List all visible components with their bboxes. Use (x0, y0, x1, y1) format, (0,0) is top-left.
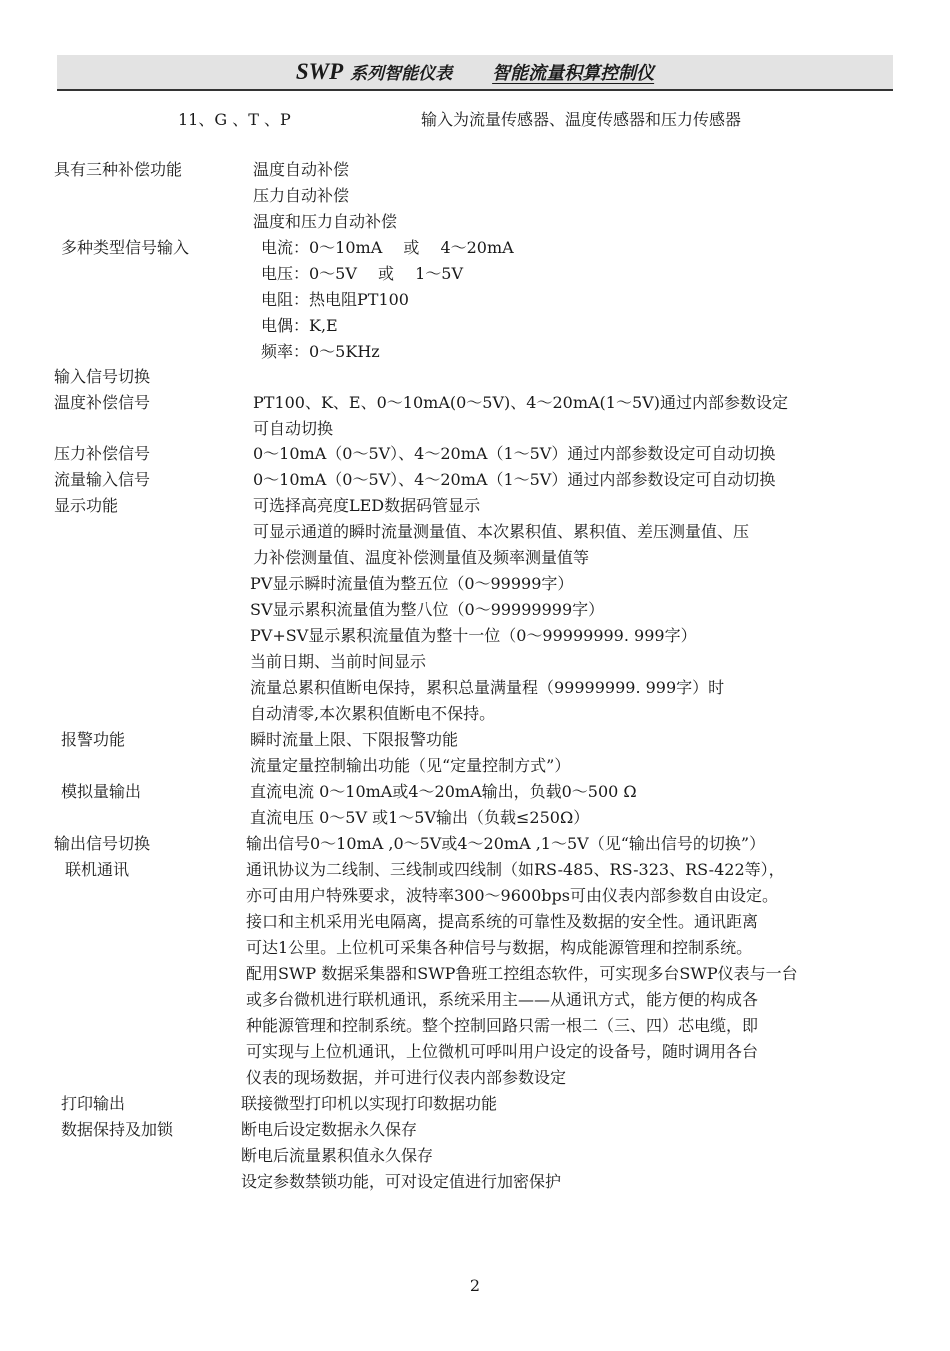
display-line: 力补偿测量值、温度补偿测量值及频率测量值等 (253, 548, 590, 567)
header-series: 系列智能仪表 (350, 64, 453, 84)
label-temp-signal: 温度补偿信号 (54, 393, 151, 412)
label-flow-signal: 流量输入信号 (54, 470, 151, 489)
compensation-line: 温度和压力自动补偿 (253, 212, 398, 231)
communication-line: 种能源管理和控制系统。整个控制回路只需一根二（三、四）芯电缆，即 (246, 1016, 759, 1035)
communication-line: 亦可由用户特殊要求，波特率300～9600bps可由仪表内部参数自由设定。 (246, 886, 778, 905)
display-line: 自动清零,本次累积值断电不保持。 (250, 704, 496, 723)
flow-signal-line: 0～10mA（0～5V）、4～20mA（1～5V）通过内部参数设定可自动切换 (253, 470, 776, 489)
analog-output-line: 直流电流 0～10mA或4～20mA输出，负载0～500 Ω (250, 782, 637, 801)
signal-input-line: 电压：0～5V 或 1～5V (261, 264, 464, 283)
label-print: 打印输出 (61, 1094, 126, 1113)
label-data-hold: 数据保持及加锁 (61, 1120, 174, 1139)
label-alarm: 报警功能 (61, 730, 126, 749)
compensation-line: 温度自动补偿 (253, 160, 350, 179)
signal-input-line: 频率：0～5KHz (261, 342, 380, 361)
header-brand: SWP (295, 59, 344, 84)
label-analog-output: 模拟量输出 (61, 782, 142, 801)
display-line: 可显示通道的瞬时流量测量值、本次累积值、累积值、差压测量值、压 (253, 522, 750, 541)
label-compensation: 具有三种补偿功能 (54, 160, 183, 179)
header-product: 智能流量积算控制仪 (492, 63, 655, 84)
display-line: SV显示累积流量值为整八位（0～99999999字） (250, 600, 605, 619)
print-line: 联接微型打印机以实现打印数据功能 (241, 1094, 498, 1113)
communication-line: 配用SWP 数据采集器和SWP鲁班工控组态软件，可实现多台SWP仪表与一台 (246, 964, 798, 983)
display-line: 可选择高亮度LED数据码管显示 (253, 496, 481, 515)
temp-signal-line: 可自动切换 (253, 419, 334, 438)
display-line: 流量总累积值断电保持，累积总量满量程（99999999. 999字）时 (250, 678, 725, 697)
data-hold-line: 断电后设定数据永久保存 (241, 1120, 418, 1139)
alarm-line: 瞬时流量上限、下限报警功能 (250, 730, 459, 749)
display-line: PV+SV显示累积流量值为整十一位（0～99999999. 999字） (250, 626, 697, 645)
communication-line: 接口和主机采用光电隔离，提高系统的可靠性及数据的安全性。通讯距离 (246, 912, 759, 931)
label-output-switch: 输出信号切换 (54, 834, 151, 853)
communication-line: 仪表的现场数据，并可进行仪表内部参数设定 (246, 1068, 567, 1087)
page-number: 2 (469, 1276, 481, 1295)
model-code: 11、G 、T 、P (178, 110, 291, 129)
display-line: PV显示瞬时流量值为整五位（0～99999字） (250, 574, 574, 593)
pressure-signal-line: 0～10mA（0～5V）、4～20mA（1～5V）通过内部参数设定可自动切换 (253, 444, 776, 463)
signal-input-line: 电偶：K,E (261, 316, 338, 335)
signal-input-line: 电流：0～10mA 或 4～20mA (261, 238, 514, 257)
temp-signal-line: PT100、K、E、0～10mA(0～5V)、4～20mA(1～5V)通过内部参数设定 (253, 393, 788, 412)
label-input-switch: 输入信号切换 (54, 367, 151, 386)
label-display: 显示功能 (54, 496, 119, 515)
communication-line: 可达1公里。上位机可采集各种信号与数据，构成能源管理和控制系统。 (246, 938, 753, 957)
communication-line: 或多台微机进行联机通讯，系统采用主——从通讯方式，能方便的构成各 (246, 990, 759, 1009)
data-hold-line: 断电后流量累积值永久保存 (241, 1146, 434, 1165)
model-description: 输入为流量传感器、温度传感器和压力传感器 (421, 110, 742, 129)
alarm-line: 流量定量控制输出功能（见“定量控制方式”） (250, 756, 571, 775)
output-switch-line: 输出信号0～10mA ,0～5V或4～20mA ,1～5V（见“输出信号的切换”） (246, 834, 766, 853)
label-communication: 联机通讯 (65, 860, 130, 879)
label-signal-input: 多种类型信号输入 (61, 238, 190, 257)
compensation-line: 压力自动补偿 (253, 186, 350, 205)
communication-line: 通讯协议为二线制、三线制或四线制（如RS-485、RS-323、RS-422等）， (246, 860, 785, 879)
data-hold-line: 设定参数禁锁功能，可对设定值进行加密保护 (241, 1172, 562, 1191)
page-header (0, 57, 950, 89)
signal-input-line: 电阻：热电阻PT100 (261, 290, 409, 309)
display-line: 当前日期、当前时间显示 (250, 652, 427, 671)
analog-output-line: 直流电压 0～5V 或1～5V输出（负载≤250Ω） (250, 808, 590, 827)
communication-line: 可实现与上位机通讯，上位微机可呼叫用户设定的设备号，随时调用各台 (246, 1042, 759, 1061)
label-pressure-signal: 压力补偿信号 (54, 444, 151, 463)
